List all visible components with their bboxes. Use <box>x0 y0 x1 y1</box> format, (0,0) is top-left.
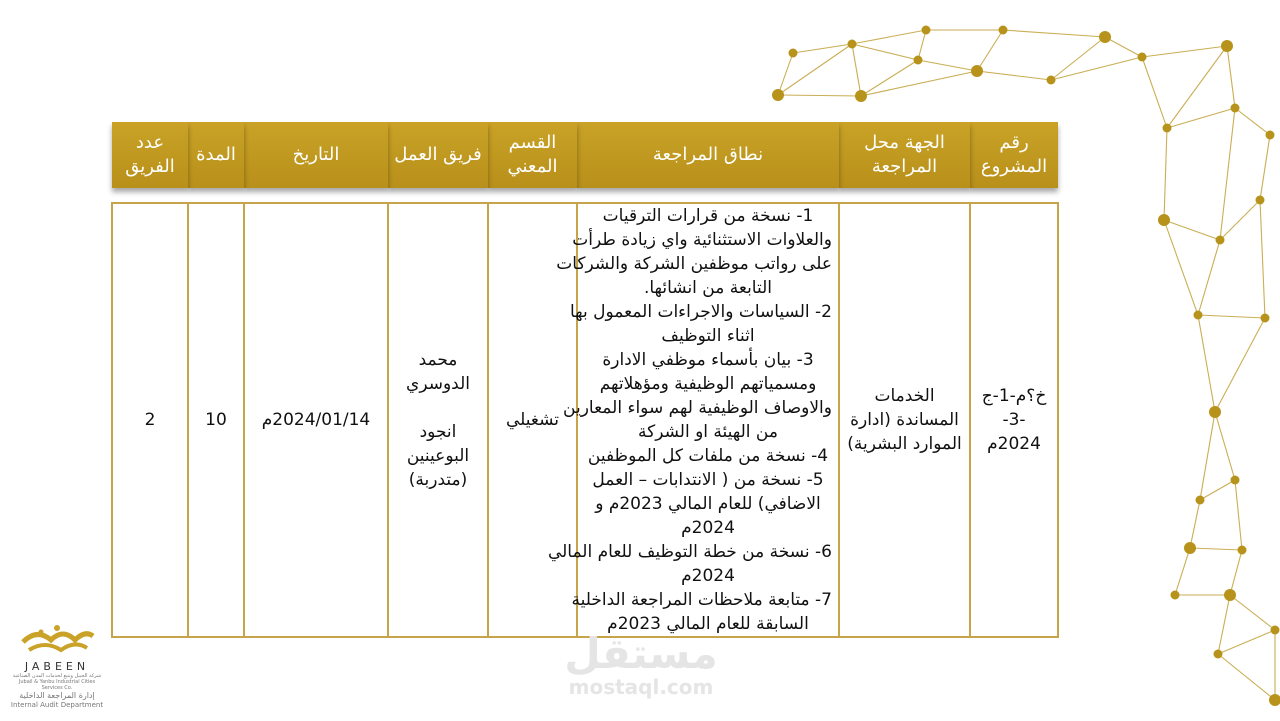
logo-dept-en: Internal Audit Department <box>10 701 104 709</box>
network-node <box>971 65 983 77</box>
network-edge <box>1235 480 1242 550</box>
network-edge <box>1227 46 1235 108</box>
scope-line: 3- بيان بأسماء موظفي الادارة <box>602 350 814 370</box>
scope-line: على رواتب موظفين الشركة والشركات <box>556 254 832 274</box>
network-node <box>1231 476 1240 485</box>
header-duration: المدة <box>188 122 244 188</box>
network-node <box>1209 406 1221 418</box>
network-node <box>922 26 931 35</box>
network-node <box>1256 196 1265 205</box>
scope-line: 2024م <box>681 566 735 586</box>
scope-line: والاوصاف الوظيفية لهم سواء المعارين <box>563 398 832 418</box>
logo-company-ar: شركة الجبيل وينبع لخدمات المدن الصناعية <box>12 673 102 679</box>
network-node <box>1194 311 1203 320</box>
network-edge <box>1230 550 1242 595</box>
network-edge <box>1190 548 1242 550</box>
watermark-arabic: مستقل <box>564 629 718 678</box>
header-team-count: عدد الفريق <box>112 122 188 188</box>
network-node <box>855 90 867 102</box>
network-node <box>1171 591 1180 600</box>
network-node <box>1221 40 1233 52</box>
network-node <box>1266 131 1275 140</box>
team-member-2: انجود البوعينين (متدربة) <box>406 422 470 490</box>
logo-company-en: Jubail & Yanbu Industrial Cities Services Co. <box>18 679 96 691</box>
network-edge <box>1260 135 1270 200</box>
network-edge <box>861 71 977 96</box>
scope-line: 4- نسخة من ملفات كل الموظفين <box>587 446 829 466</box>
header-scope: نطاق المراجعة <box>577 122 839 188</box>
network-node <box>1138 53 1147 62</box>
network-edge <box>1142 46 1227 57</box>
network-node <box>1196 496 1205 505</box>
watermark-latin: mostaql.com <box>568 675 714 699</box>
network-edge <box>1167 46 1227 128</box>
cell-team-count: 2 <box>112 203 188 637</box>
network-node <box>1271 626 1280 635</box>
network-edge <box>977 71 1051 80</box>
network-edge <box>1200 480 1235 500</box>
scope-line: 6- نسخة من خطة التوظيف للعام المالي <box>547 542 832 562</box>
network-node <box>1184 542 1196 554</box>
network-edge <box>1142 57 1167 128</box>
header-team: فريق العمل <box>388 122 488 188</box>
cell-date: 2024/01/14م <box>244 203 388 637</box>
network-node <box>1224 589 1236 601</box>
header-date: التاريخ <box>244 122 388 188</box>
network-node <box>1238 546 1247 555</box>
network-edge <box>852 44 861 96</box>
scope-line: اثناء التوظيف <box>661 326 755 346</box>
network-node <box>789 49 798 58</box>
network-edge <box>1105 37 1142 57</box>
network-node <box>848 40 857 49</box>
audit-plan-table <box>111 122 1059 638</box>
company-logo <box>8 622 106 710</box>
header-project-no: رقم المشروع <box>970 122 1058 188</box>
scope-line: 7- متابعة ملاحظات المراجعة الداخلية <box>571 590 832 610</box>
network-edge <box>1260 200 1265 318</box>
cell-section: تشغيلي <box>488 203 577 637</box>
network-edge <box>1164 128 1167 220</box>
network-node <box>1214 650 1223 659</box>
network-edge <box>918 60 977 71</box>
network-edge <box>1215 318 1265 412</box>
network-edge <box>1164 220 1198 315</box>
cell-scope <box>547 203 839 637</box>
network-node <box>999 26 1008 35</box>
network-edge <box>1218 654 1275 700</box>
network-edge <box>1003 30 1105 37</box>
network-node <box>772 89 784 101</box>
network-edge <box>1198 315 1215 412</box>
network-edge <box>852 30 926 44</box>
network-edge <box>1220 200 1260 240</box>
network-edge <box>918 30 926 60</box>
scope-line: 2- السياسات والاجراءات المعمول بها <box>570 302 832 322</box>
cell-team <box>388 203 488 637</box>
network-edge <box>1198 240 1220 315</box>
jabeen-logo-icon <box>17 622 97 658</box>
scope-line: ومسمياتهم الوظيفية ومؤهلاتهم <box>599 374 817 394</box>
network-edge <box>861 60 918 96</box>
network-edge <box>1167 108 1235 128</box>
network-edge <box>1215 412 1235 480</box>
network-edge <box>1218 630 1275 654</box>
network-edge <box>1220 108 1235 240</box>
logo-name: JABEEN <box>24 660 90 673</box>
network-edge <box>1230 595 1275 630</box>
header-audited-party: الجهة محل المراجعة <box>839 122 970 188</box>
team-member-1: محمد الدوسري <box>406 350 470 394</box>
network-node <box>1231 104 1240 113</box>
network-node <box>914 56 923 65</box>
table-header-row <box>112 122 1058 188</box>
network-node <box>1099 31 1111 43</box>
network-edge <box>1200 412 1215 500</box>
network-edge <box>778 95 861 96</box>
network-node <box>1047 76 1056 85</box>
scope-line: السابقة للعام المالي 2023م <box>607 614 809 634</box>
header-section: القسم المعني <box>488 122 577 188</box>
scope-line: والعلاوات الاستثنائية واي زيادة طرأت <box>572 230 832 250</box>
cell-duration: 10 <box>188 203 244 637</box>
network-edge <box>1198 315 1265 318</box>
scope-line: 2024م <box>681 518 735 538</box>
scope-line: 5- نسخة من ( الانتدابات – العمل <box>592 470 824 490</box>
scope-line: الاضافي) للعام المالي 2023م و <box>595 494 821 514</box>
scope-line: من الهيئة او الشركة <box>638 422 778 442</box>
watermark <box>563 629 719 699</box>
network-edge <box>1175 548 1190 595</box>
network-node <box>1261 314 1270 323</box>
audit-plan-table-container <box>111 122 1057 638</box>
cell-audited-party: الخدمات المساندة (ادارة الموارد البشرية) <box>839 203 970 637</box>
table-row <box>112 203 1058 637</box>
network-edge <box>778 53 793 95</box>
network-edge <box>852 44 918 60</box>
scope-line: 1- نسخة من قرارات الترقيات <box>602 206 814 226</box>
network-node <box>1216 236 1225 245</box>
logo-dept-ar: إدارة المراجعة الداخلية <box>19 691 95 700</box>
network-edge <box>977 30 1003 71</box>
scope-line: التابعة من انشائها. <box>643 278 773 298</box>
network-edge <box>1190 500 1200 548</box>
network-edge <box>1218 595 1230 654</box>
network-edge <box>1164 220 1220 240</box>
network-node <box>1158 214 1170 226</box>
network-edge <box>1235 108 1270 135</box>
cell-project-no: خ؟م-1-ج -3-2024م <box>970 203 1058 637</box>
network-edge <box>793 44 852 53</box>
network-node <box>1163 124 1172 133</box>
